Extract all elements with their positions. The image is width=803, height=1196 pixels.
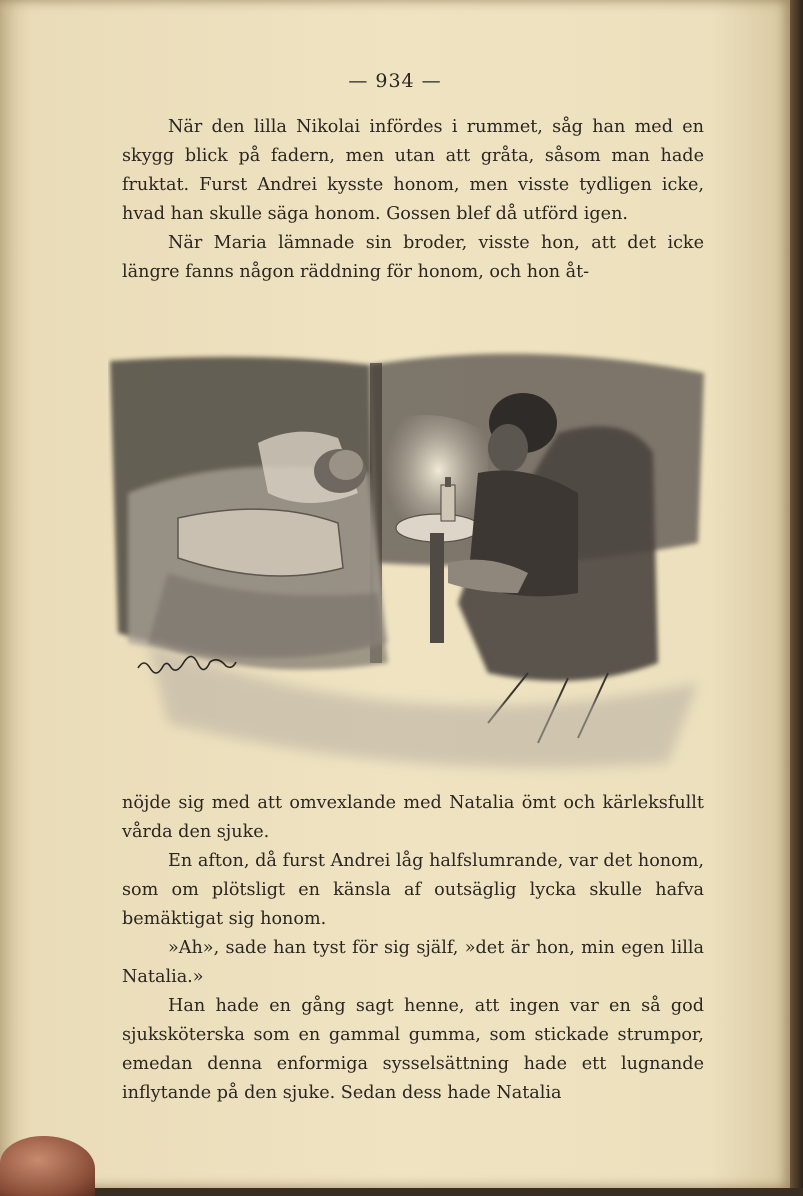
paragraph: En afton, då furst Andrei låg halfslumrande, var det honom, som om plötsligt en känsla af outsäglig lycka skulle hafva bemäktigat sig honom. xyxy=(122,851,704,929)
text-block-top xyxy=(122,113,704,287)
paragraph: »Ah», sade han tyst för sig själf, »det är hon, min egen lilla Natalia.» xyxy=(122,938,704,987)
illustration xyxy=(108,343,712,783)
page-number: — 934 — xyxy=(348,70,442,92)
book-edge xyxy=(790,0,803,1188)
paragraph: nöjde sig med att omvexlande med Natalia ömt och kärleksfullt vårda den sjuke. xyxy=(122,793,704,842)
paragraph: Han hade en gång sagt henne, att ingen var en så god sjuksköterska som en gammal gumma, som stickade strumpor, emedan denna enformiga sysselsättning hade ett lugnande inflytande på den sjuke. Sedan dess hade Natalia xyxy=(122,996,704,1103)
paragraph: När den lilla Nikolai infördes i rummet, såg han med en skygg blick på fadern, men utan att gråta, såsom man hade fruktat. Furst Andrei kysste honom, men visste tydligen icke, hvad han skulle säga honom. Gossen blef då utförd igen. xyxy=(122,117,704,224)
text-block-bottom xyxy=(122,789,704,1108)
paragraph: När Maria lämnade sin broder, visste hon, att det icke längre fanns någon räddning för honom, och hon åt- xyxy=(122,233,704,282)
